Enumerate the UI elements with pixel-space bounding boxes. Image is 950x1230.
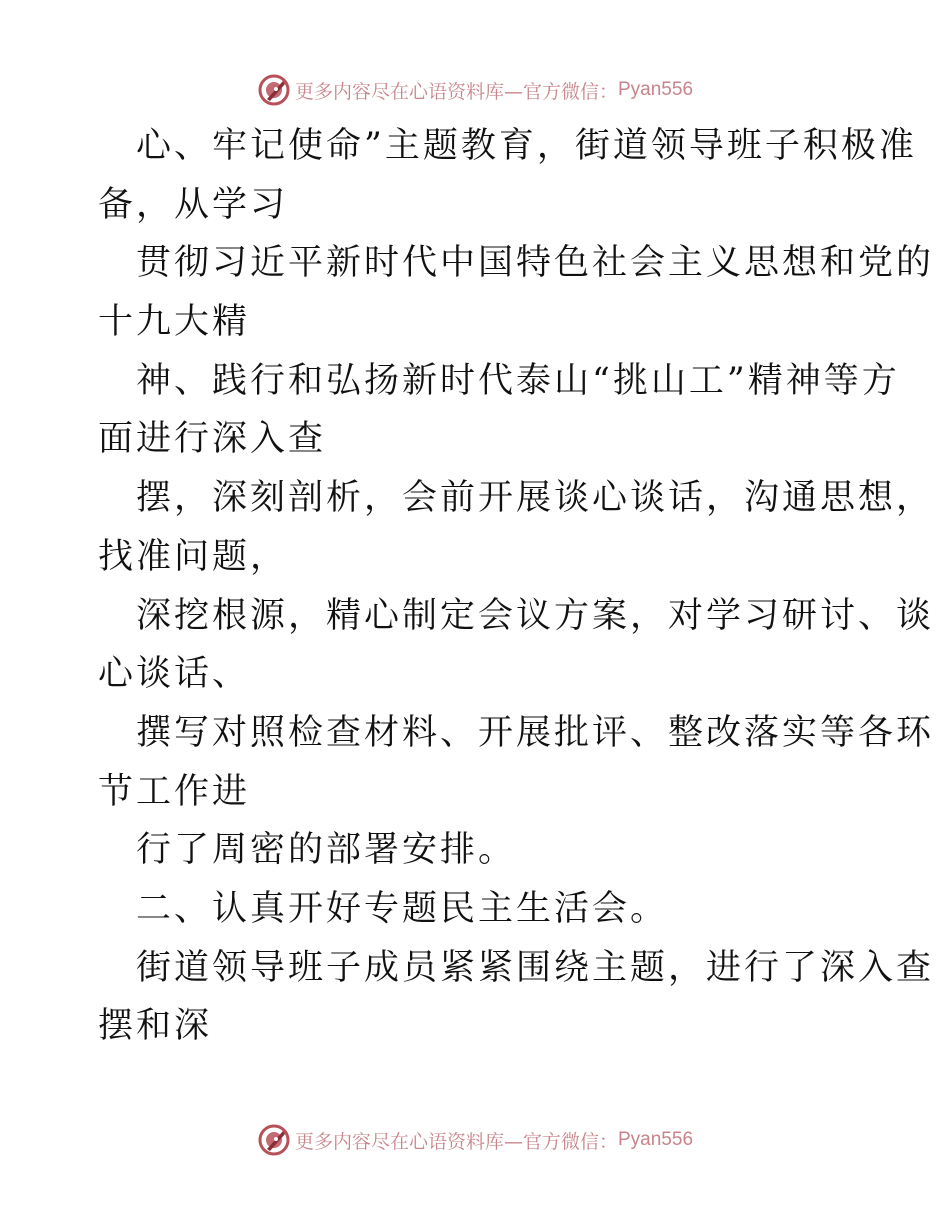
text-line: 摆，深刻剖析，会前开展谈心谈话，沟通思想， — [136, 478, 935, 519]
text-line: 神、践行和弘扬新时代泰山“挑山工”精神等方 — [136, 360, 900, 401]
text-line: 找准问题， — [98, 536, 289, 577]
text-line: 二、认真开好专题民主生活会。 — [136, 888, 669, 929]
pen-nib-circle-logo-icon — [257, 73, 291, 107]
text-line: 心谈话、 — [98, 654, 251, 695]
footer-watermark-banner — [0, 1120, 950, 1160]
text-line: 撰写对照检查材料、开展批评、整改落实等各环 — [136, 712, 935, 753]
text-line: 摆和深 — [98, 1006, 213, 1047]
wechat-id: Pyan556 — [618, 79, 694, 100]
text-line: 深挖根源，精心制定会议方案，对学习研讨、谈 — [136, 595, 935, 636]
text-line: 心、牢记使命”主题教育，街道领导班子积极准 — [136, 126, 917, 166]
text-line: 贯彻习近平新时代中国特色社会主义思想和党的 — [136, 243, 935, 284]
text-line: 十九大精 — [98, 302, 251, 343]
document-body — [98, 117, 935, 1056]
text-line: 行了周密的部署安排。 — [136, 830, 517, 871]
banner-text: 更多内容尽在心语资料库—官方微信： — [294, 1130, 618, 1153]
text-line: 街道领导班子成员紧紧围绕主题，进行了深入查 — [136, 947, 935, 988]
text-line: 节工作进 — [98, 771, 251, 812]
banner-text: 更多内容尽在心语资料库—官方微信： — [294, 80, 618, 103]
pen-nib-circle-logo-icon — [257, 1123, 291, 1157]
wechat-id: Pyan556 — [618, 1129, 694, 1150]
header-watermark-banner — [0, 70, 950, 110]
text-line: 备，从学习 — [98, 184, 289, 225]
text-line: 面进行深入查 — [98, 419, 327, 460]
